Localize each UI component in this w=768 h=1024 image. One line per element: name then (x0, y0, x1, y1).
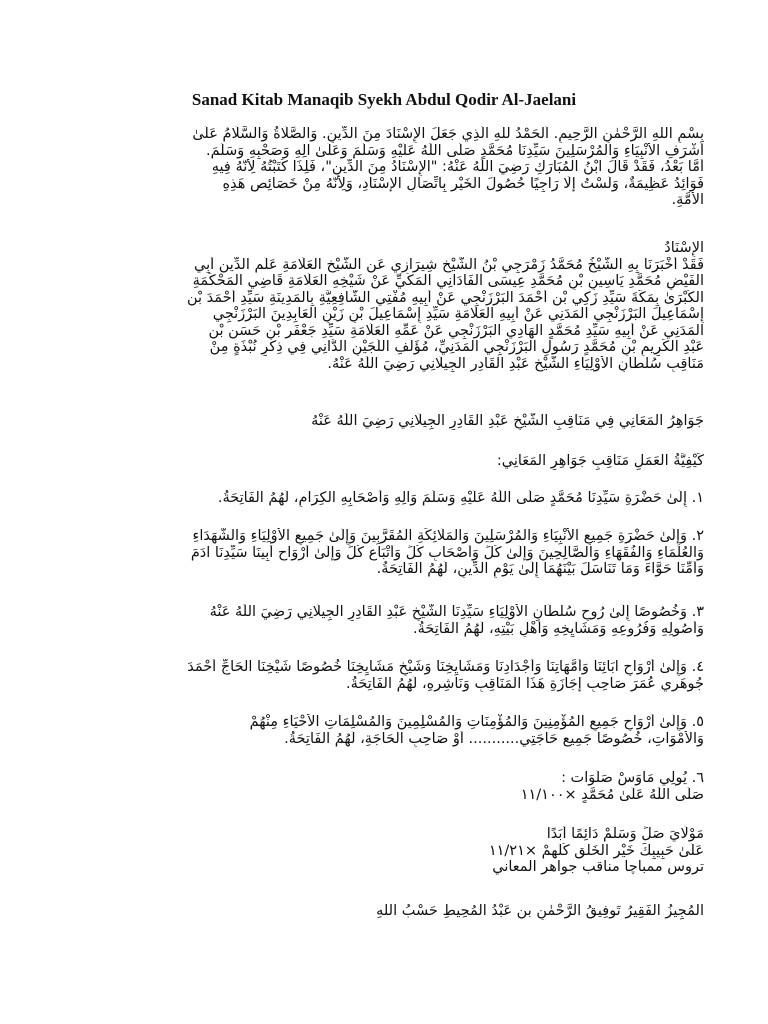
signature-line: الْمُجِيزُ الْفَقِيرُ تَوفِيقُ الرَّحْمٰنِ بن عَبْدُ الْمُحِيطِ حَسْبُ اللهِ (376, 903, 704, 919)
list-item-line: ٢. وَإِلَىٰ حَضْرَةِ جَمِيعِ الْأَنْبِيَاءِ وَالْمُرْسَلِينَ وَالْمَلَائِكَةِ الْمُقَرَّبِينَ وَإِلَىٰ جَمِيعِ الْأَوْلِيَاءِ وَالشُّهَدَاءِ (192, 528, 704, 544)
intro-line: الْأُمَّةِ. (671, 192, 704, 208)
poem-line: مَوْلَايَ صَلِّ وَسَلِّمْ دَائِمًا أَبَدًا (546, 826, 704, 842)
isnad-line: مَنَاقِبِ سُلْطَانِ الْأَوْلِيَاءِ الشَّيْخِ عَبْدِ الْقَادِرِ الْجِيلَانِي رَضِيَ اللّٰهُ عَنْهُ. (327, 355, 704, 372)
intro-line: أَشْرَفِ الْأَنْبِيَاءِ وَالْمُرْسَلِينَ سَيِّدِنَا مُحَمَّدٍ صَلَّى اللّٰهُ عَلَيْهِ وَسَلَّمَ وَعَلَىٰ آلِهِ وَصَحْبِهِ وَسَلَّمَ. (206, 142, 704, 159)
list-item-2 (64, 528, 704, 578)
list-item-6 (64, 770, 704, 803)
signature-block (64, 903, 704, 920)
intro-line: بِسْمِ اللهِ الرَّحْمٰنِ الرَّحِيمِ. اَلْحَمْدُ للهِ الَّذِي جَعَلَ الْإِسْنَادَ مِنَ الدِّينِ. وَالصَّلَاةُ وَالسَّلَامُ عَلَىٰ (192, 126, 704, 142)
list-item-line: ٤. وَإِلَىٰ أَرْوَاحِ آبَائِنَا وَأُمَّهَاتِنَا وَأَجْدَادِنَا وَمَشَايِخِنَا وَشَيْخِ مَشَايِخِنَا خُصُوصًا شَيْخِنَا الْحَاجِّ أَحْمَدَ (187, 659, 704, 675)
list-item-1 (64, 490, 704, 507)
list-item-line: وَأُمِّنَا حَوَّاءَ وَمَا تَنَاسَلَ بَيْنَهُمَا إِلَىٰ يَوْمِ الدِّينِ، لَهُمُ الْفَاتِحَةُ. (376, 561, 704, 577)
intro-paragraph (64, 126, 704, 209)
isnad-line: الْكُبْرَىٰ بِمَكَّةَ سَيِّدِ زَكِي بْنِ أَحْمَدَ الْبَرْزَنْجِي عَنْ أَبِيهِ مُفْتِي الشَّافِعِيَّةِ بِالْمَدِينَةِ سَيِّدِ أَحْمَدَ بْنِ (187, 289, 704, 306)
list-item-line: ٥. وَإِلَىٰ أَرْوَاحِ جَمِيعِ الْمُؤْمِنِينَ وَالْمُؤْمِنَاتِ وَالْمُسْلِمِينَ وَالْمُسْلِمَاتِ الْأَحْيَاءِ مِنْهُمْ (249, 714, 704, 730)
book-title-line (64, 413, 704, 430)
isnad-line: الْمَدَنِي عَنْ أَبِيهِ سَيِّدِ مُحَمَّدٍ الْهَادِي الْبَرْزَنْجِي عَنْ عَمِّهِ الْعَلَّامَةِ سَيِّدِ جَعْفَرِ بْنِ حَسَنِ بْنِ (208, 322, 704, 339)
isnad-line: إِسْمَاعِيلَ الْبَرْزَنْجِي الْمَدَنِي عَنْ أَبِيهِ الْعَلَّامَةِ سَيِّدِ إِسْمَاعِيلَ بْنِ زَيْنِ الْعَابِدِينَ الْبَرْزَنْجِي (212, 306, 704, 322)
book-title: جَوَاهِرُ الْمَعَانِي فِي مَنَاقِبِ الشَّيْخِ عَبْدِ الْقَادِرِ الْجِيلَانِي رَضِيَ اللّٰهُ عَنْهُ (311, 413, 704, 429)
list-item-3 (64, 604, 704, 637)
poem-block (64, 826, 704, 876)
list-item-5 (64, 714, 704, 747)
list-item-line: ١. إِلَىٰ حَضْرَةِ سَيِّدِنَا مُحَمَّدٍ صَلَّى اللّٰهُ عَلَيْهِ وَسَلَّمَ وَآلِهِ وَأَصْحَابِهِ الْكِرَامِ، لَهُمُ الْفَاتِحَةُ. (217, 490, 704, 506)
list-item-4 (64, 659, 704, 692)
list-item-line: وَأُصُولِهِ وَفُرُوعِهِ وَمَشَايِخِهِ وَأَهْلِ بَيْتِهِ، لَهُمُ الْفَاتِحَةُ. (413, 620, 704, 637)
poem-line: تروس ممباچا مناقب جواهر المعاني (492, 859, 704, 875)
method-heading: كَيْفِيَّةُ الْعَمَلِ مَنَاقِبِ جَوَاهِرِ الْمَعَانِي: (496, 453, 704, 469)
isnad-heading: الْإِسْنَادُ (664, 240, 704, 256)
document-title: Sanad Kitab Manaqib Syekh Abdul Qodir Al-Jaelani (191, 90, 577, 109)
isnad-section (64, 240, 704, 372)
list-item-line: وَالْأَمْوَاتِ، خُصُوصًا جَمِيعِ حَاجَتِي........... أَوْ صَاحِبِ الْحَاجَةِ، لَهُمُ الْفَاتِحَةُ. (284, 730, 704, 747)
list-item-line: جُوهَرِي عُمَرَ صَاحِبِ إِجَازَةِ هَذَا الْمَنَاقِبِ وَنَاشِرِهِ، لَهُمُ الْفَاتِحَةُ. (346, 675, 704, 692)
intro-line: أَمَّا بَعْدُ، فَقَدْ قَالَ ابْنُ الْمُبَارَكِ رَضِيَ اللّٰهُ عَنْهُ: "الْإِسْنَادُ مِنَ الدِّينِ"، فَلِذَا كَتَبْتُهُ لِأَنَّهُ فِيهِ (211, 159, 704, 175)
intro-line: فَوَائِدُ عَظِيمَةٌ، وَلَسْتُ إِلَّا رَاجِيًا حُصُولَ الْخَيْرِ بِاتِّصَالِ الْإِسْنَادِ، وَلِأَنَّهُ مِنْ خَصَائِصِ هَذِهِ (222, 175, 704, 192)
method-heading-block (64, 453, 704, 470)
list-item-line: وَالْعُلَمَاءِ وَالْفُقَهَاءِ وَالصَّالِحِينَ وَإِلَىٰ كُلِّ وَأَصْحَابِ كُلِّ وَأَتْبَاعِ كُلِّ وَإِلَىٰ أَرْوَاحِ أَبِينَا سَيِّدِنَا آدَمَ (190, 544, 704, 561)
isnad-line: عَبْدِ الْكَرِيمِ بْنِ مُحَمَّدٍ رَسُولِ الْبَرْزَنْجِي الْمَدَنِيِّ، مُؤَلِّفِ اللُّجَيْنِ الدَّانِي فِي ذِكْرِ نُبْذَةٍ مِنْ (209, 339, 704, 355)
poem-line: عَلَىٰ حَبِيبِكَ خَيْرِ الْخَلْقِ كُلِّهِمْ ×١١/٢١ (488, 842, 704, 859)
salawat-line: صَلَّى اللّٰهُ عَلَىٰ مُحَمَّدٍ ×١١/١٠٠ (520, 786, 704, 803)
list-item-line: ٦. يُولِي مَاوَسْ صَلَوَات : (561, 770, 704, 786)
isnad-line: فَقَدْ أَخْبَرَنَا بِهِ الشَّيْخُ مُحَمَّدُ زَمْرَجِي بْنُ الشَّيْخِ شِيرَازِي عَنِ الشَّيْخِ الْعَلَّامَةِ عَلَمِ الدِّينِ أَبِي (193, 256, 704, 273)
isnad-line: الْفَيْضِ مُحَمَّدِ يَاسِينِ بْنِ مُحَمَّدِ عِيسَى الْفَادَانِي الْمَكِّيِّ عَنْ شَيْخِهِ الْعَلَّامَةِ قَاضِي الْمَحْكَمَةِ (192, 273, 704, 289)
list-item-line: ٣. وَخُصُوصًا إِلَىٰ رُوحِ سُلْطَانِ الْأَوْلِيَاءِ سَيِّدِنَا الشَّيْخِ عَبْدِ الْقَادِرِ الْجِيلَانِي رَضِيَ اللّٰهُ عَنْهُ (209, 604, 704, 620)
